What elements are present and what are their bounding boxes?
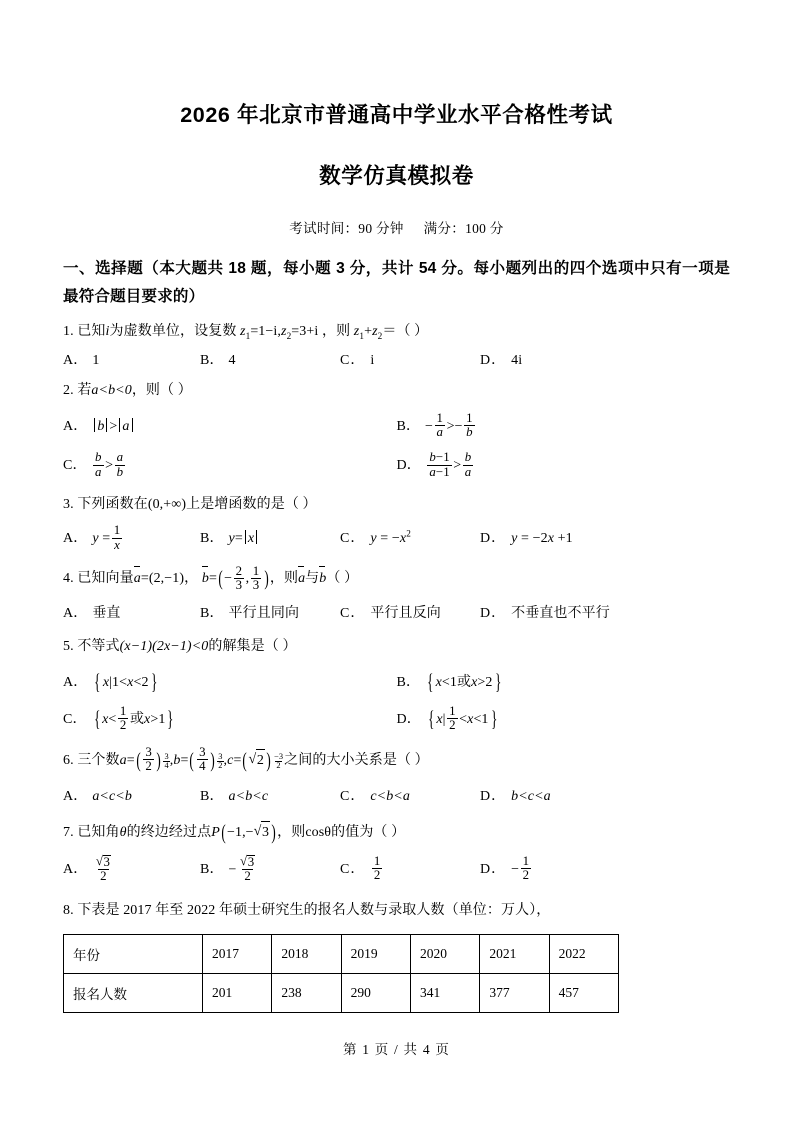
option-4-D[interactable]: D． 不垂直也不平行 (480, 605, 610, 621)
exam-meta (63, 190, 730, 237)
option-1-C[interactable]: C． i (340, 352, 375, 368)
option-3-A[interactable]: A． y = $\frac{1}{x}$ (63, 525, 200, 552)
question-2-options (63, 402, 730, 480)
question-3 (63, 480, 730, 553)
option-2-B[interactable]: B． − $\frac{1}{a}$ >− $\frac{1}{b}$ (397, 413, 731, 440)
option-5-C-expr: { x< $\frac{1}{2}$ 或x>1} (93, 703, 174, 733)
table-cell: 2017 (203, 934, 272, 973)
table-cell: 2018 (272, 934, 341, 973)
option-6-A[interactable]: A． a<c<b (63, 789, 132, 805)
option-6-C[interactable]: C． c<b<a (340, 789, 410, 805)
table-cell: 2022 (549, 934, 618, 973)
option-3-C[interactable]: C． $y = -x^2$ (340, 528, 480, 550)
table-cell: 201 (203, 973, 272, 1012)
question-7-options (63, 844, 730, 884)
option-7-A-expr: √ $\frac{3}{2}$ (92, 856, 114, 884)
option-1-B[interactable]: B． 4 (200, 352, 236, 368)
enrollment-table-wrap (63, 922, 730, 1013)
question-2 (63, 371, 730, 479)
table-cell: 377 (480, 973, 549, 1012)
option-2-A-expr: b > a (92, 416, 134, 438)
option-4-C[interactable]: C． 平行且反向 (340, 605, 441, 621)
question-8-stem: 8. 下表是 2017 年至 2022 年硕士研究生的报名人数与录取人数（单位：万人）， (63, 902, 551, 918)
option-2-C[interactable]: C． $\frac{b}{a}$ > $\frac{a}{b}$ (63, 452, 397, 479)
table-row (64, 934, 619, 973)
option-5-B-expr: { x<1或x>2} (427, 670, 501, 695)
table-cell: 341 (410, 973, 479, 1012)
option-5-C[interactable]: C． { x< $\frac{1}{2}$ 或x>1} (63, 706, 397, 733)
table-cell: 457 (549, 973, 618, 1012)
question-4-stem: 4. 已知向量a=(2,−1)， b=(− $\frac{2}{3}$ , $\frac{1}{3}$ )，则a与b（ ） (63, 563, 359, 592)
enrollment-table (63, 934, 619, 1013)
question-1-options (63, 343, 730, 372)
option-7-C-expr: $\frac{1}{2}$ (373, 854, 381, 883)
question-3-stem: 3. 下列函数在(0,+∞)上是增函数的是（ ） (63, 496, 317, 512)
question-2-stem: 2. 若a<b<0，则（ ） (63, 383, 192, 399)
option-3-A-expr: y = $\frac{1}{x}$ (92, 523, 121, 552)
question-6-stem: 6. 三个数a=( $\frac{3}{2}$ ) $\frac{3}{4}$ ,b=( $\frac{3}{4}$ ) $\frac{3}{2}$ ,c=( √ 2 ) $\frac{-3}{2}$ 之间的大小关系是（ ） (63, 747, 730, 774)
page-subtitle: 数学仿真模拟卷 (319, 163, 474, 188)
option-3-B-expr: y= x (229, 528, 260, 550)
option-2-D-expr: $\frac{b-1}{a-1}$ > $\frac{b}{a}$ (429, 450, 472, 479)
option-7-B[interactable]: B． − √ $\frac{3}{2}$ (200, 856, 340, 884)
question-7 (63, 808, 730, 884)
option-3-D[interactable]: D． y = −2x +1 (480, 528, 573, 550)
option-7-D-expr: − $\frac{1}{2}$ (511, 854, 530, 883)
table-cell: 238 (272, 973, 341, 1012)
option-2-B-expr: − $\frac{1}{a}$ >− $\frac{1}{b}$ (425, 411, 473, 440)
question-5 (63, 624, 730, 733)
question-5-options (63, 658, 730, 733)
exam-total-score: 满分：100 分 (423, 220, 504, 236)
table-cell: 290 (341, 973, 410, 1012)
option-1-A[interactable]: A． 1 (63, 352, 100, 368)
table-row-header: 年份 (64, 934, 203, 973)
option-2-A[interactable]: A． b > a (63, 416, 397, 438)
question-1-stem: 1. 已知i为虚数单位，设复数 $z_1=1-i,z_2=3+i$ ，则 $z_1+z_2=$（ ） (63, 323, 429, 341)
option-4-B[interactable]: B． 平行且同向 (200, 605, 300, 621)
page-content (63, 0, 730, 1013)
option-5-A[interactable]: A． { x|1<x<2} (63, 672, 397, 694)
option-3-C-expr: $y = -x^2$ (370, 528, 411, 546)
option-5-D[interactable]: D． { x| $\frac{1}{2}$ <x<1} (397, 706, 731, 733)
question-7-stem: 7. 已知角θ的终边经过点P(−1,− √ 3 )，则cosθ的值为（ ） (63, 821, 730, 844)
option-7-B-expr: − √ $\frac{3}{2}$ (229, 856, 259, 884)
question-1 (63, 312, 730, 371)
page-footer: 第 1 页 / 共 4 页 (342, 1042, 451, 1057)
option-3-B[interactable]: B． y= x (200, 528, 340, 550)
option-5-B[interactable]: B． { x<1或x>2} (397, 672, 731, 694)
table-row (64, 973, 619, 1012)
option-7-C[interactable]: C． $\frac{1}{2}$ (340, 856, 480, 883)
table-cell: 2019 (341, 934, 410, 973)
option-2-D[interactable]: D． $\frac{b-1}{a-1}$ > $\frac{b}{a}$ (397, 452, 731, 479)
question-5-stem: 5. 不等式(x−1)(2x−1)<0的解集是（ ） (63, 639, 297, 655)
table-row-header: 报名人数 (64, 973, 203, 1012)
option-4-A[interactable]: A． 垂直 (63, 605, 121, 621)
option-6-B[interactable]: B． a<b<c (200, 789, 269, 805)
question-6 (63, 733, 730, 808)
option-5-D-expr: { x| $\frac{1}{2}$ <x<1} (427, 703, 497, 733)
option-6-D[interactable]: D． b<c<a (480, 789, 551, 805)
question-4-options (63, 593, 730, 625)
page-title: 2026 年北京市普通高中学业水平合格性考试 (180, 103, 613, 127)
table-cell: 2021 (480, 934, 549, 973)
option-2-C-expr: $\frac{b}{a}$ > $\frac{a}{b}$ (95, 450, 124, 479)
option-7-D[interactable]: D． − $\frac{1}{2}$ (480, 856, 533, 883)
section-heading: 一、选择题（本大题共 18 题，每小题 3 分，共计 54 分。每小题列出的四个选项中只有一项是最符合题目要求的） (63, 259, 730, 306)
option-7-A[interactable]: A． √ $\frac{3}{2}$ (63, 856, 200, 884)
option-3-D-expr: y = −2x +1 (511, 530, 573, 546)
table-cell: 2020 (410, 934, 479, 973)
question-4 (63, 552, 730, 624)
option-1-D[interactable]: D． 4i (480, 352, 523, 368)
option-5-A-expr: { x|1<x<2} (94, 670, 158, 695)
question-3-options (63, 515, 730, 552)
question-8 (63, 884, 730, 922)
question-6-options (63, 774, 730, 808)
exam-time: 考试时间：90 分钟 (289, 220, 404, 236)
